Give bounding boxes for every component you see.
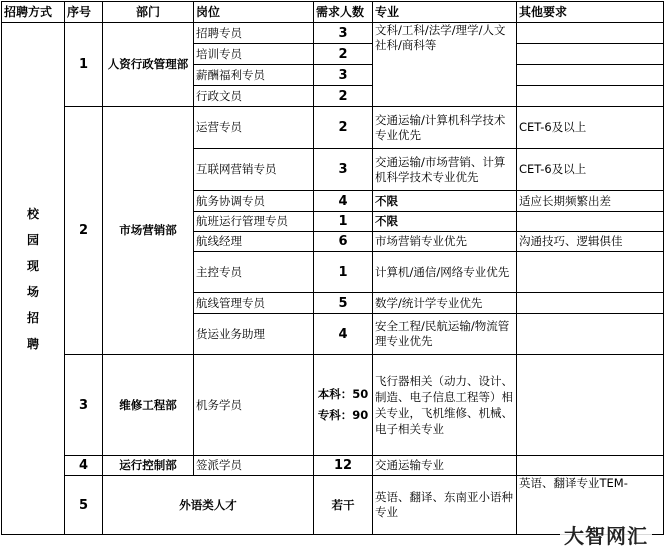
major: 安全工程/民航运输/物流管理专业优先 (373, 314, 517, 355)
requirement (517, 314, 664, 355)
dept-name: 外语类人才 (103, 476, 314, 535)
headcount: 1 (314, 252, 373, 293)
headcount: 3 (314, 23, 373, 44)
headcount: 4 (314, 191, 373, 212)
major: 文科/工科/法学/理学/人文社科/商科等 (373, 23, 517, 107)
method-char: 校 (26, 206, 39, 221)
major: 交通运输专业 (373, 456, 517, 476)
header-major: 专业 (373, 2, 517, 23)
position: 航班运行管理专员 (194, 212, 314, 232)
requirement (517, 23, 664, 44)
headcount: 5 (314, 293, 373, 314)
position: 薪酬福利专员 (194, 65, 314, 86)
group-no: 2 (65, 107, 103, 355)
requirement (517, 65, 664, 86)
requirement (517, 44, 664, 65)
table-row (2, 355, 664, 456)
recruitment-table (1, 1, 664, 535)
requirement (517, 293, 664, 314)
dept-name: 维修工程部 (103, 355, 194, 456)
major: 飞行器相关（动力、设计、制造、电子信息工程等）相关专业，飞机维修、机械、电子相关专业 (373, 355, 517, 456)
requirement (517, 456, 664, 476)
recruit-method (2, 23, 65, 535)
major: 不限 (373, 212, 517, 232)
group-no: 3 (65, 355, 103, 456)
major: 计算机/通信/网络专业优先 (373, 252, 517, 293)
position: 培训专员 (194, 44, 314, 65)
headcount: 2 (314, 86, 373, 107)
requirement (517, 355, 664, 456)
requirement (517, 86, 664, 107)
header-dept: 部门 (103, 2, 194, 23)
position: 货运业务助理 (194, 314, 314, 355)
headcount: 3 (314, 149, 373, 191)
method-char: 现 (26, 258, 39, 273)
headcount: 3 (314, 65, 373, 86)
headcount: 12 (314, 456, 373, 476)
group-no: 1 (65, 23, 103, 107)
position: 签派学员 (194, 456, 314, 476)
header-requirements: 其他要求 (517, 2, 664, 23)
position: 互联网营销专员 (194, 149, 314, 191)
headcount: 6 (314, 232, 373, 252)
headcount: 本科：50 专科：90 (314, 355, 373, 456)
group-no: 5 (65, 476, 103, 535)
watermark-logo: 大智网汇 (560, 520, 652, 549)
header-count: 需求人数 (314, 2, 373, 23)
major: 英语、翻译、东南亚小语种专业 (373, 476, 517, 535)
header-position: 岗位 (194, 2, 314, 23)
headcount: 1 (314, 212, 373, 232)
major: 不限 (373, 191, 517, 212)
dept-name: 运行控制部 (103, 456, 194, 476)
requirement: CET-6及以上 (517, 149, 664, 191)
position: 航线管理专员 (194, 293, 314, 314)
requirement (517, 212, 664, 232)
major: 交通运输/计算机科学技术专业优先 (373, 107, 517, 149)
major: 市场营销专业优先 (373, 232, 517, 252)
requirement (517, 252, 664, 293)
table-row (2, 23, 664, 44)
requirement: CET-6及以上 (517, 107, 664, 149)
position: 招聘专员 (194, 23, 314, 44)
requirement: 适应长期频繁出差 (517, 191, 664, 212)
header-no: 序号 (65, 2, 103, 23)
table-row (2, 107, 664, 149)
headcount: 2 (314, 107, 373, 149)
headcount: 2 (314, 44, 373, 65)
major: 交通运输/市场营销、计算机科学技术专业优先 (373, 149, 517, 191)
position: 机务学员 (194, 355, 314, 456)
position: 运营专员 (194, 107, 314, 149)
dept-name: 人资行政管理部 (103, 23, 194, 107)
position: 航线经理 (194, 232, 314, 252)
table-row (2, 456, 664, 476)
headcount: 若干 (314, 476, 373, 535)
group-no: 4 (65, 456, 103, 476)
major: 数学/统计学专业优先 (373, 293, 517, 314)
method-char: 招 (26, 310, 39, 325)
method-char: 园 (26, 232, 39, 247)
requirement: 沟通技巧、逻辑俱佳 (517, 232, 664, 252)
position: 主控专员 (194, 252, 314, 293)
requirement: 英语、翻译专业TEM- (517, 476, 664, 535)
headcount: 4 (314, 314, 373, 355)
method-char: 场 (26, 284, 39, 299)
header-method: 招聘方式 (2, 2, 65, 23)
position: 行政文员 (194, 86, 314, 107)
method-char: 聘 (26, 336, 39, 351)
position: 航务协调专员 (194, 191, 314, 212)
header-row (2, 2, 664, 23)
dept-name: 市场营销部 (103, 107, 194, 355)
